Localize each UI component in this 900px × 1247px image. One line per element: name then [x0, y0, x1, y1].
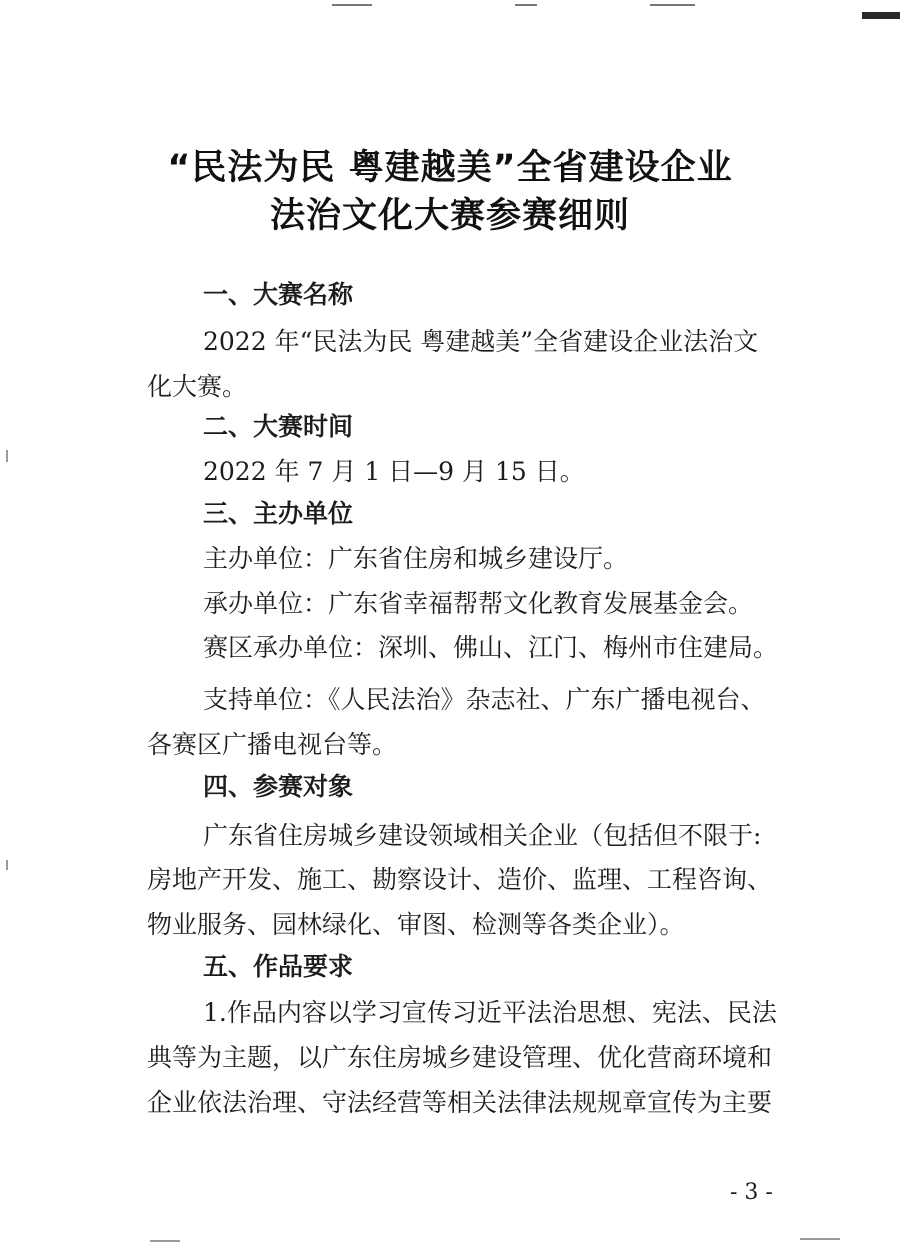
paragraph-line: 2022 年“民法为民 粤建越美”全省建设企业法治文 — [203, 327, 759, 356]
paragraph-line: 1.作品内容以学习宣传习近平法治思想、宪法、民法 — [203, 998, 777, 1027]
organizer-line: 主办单位：广东省住房和城乡建设厅。 — [203, 544, 629, 573]
section-heading-organizers: 三、主办单位 — [203, 499, 354, 528]
section-heading-name: 一、大赛名称 — [203, 280, 354, 309]
support-line: 各赛区广播电视台等。 — [147, 730, 398, 759]
paragraph-line: 2022 年 7 月 1 日—9 月 15 日。 — [203, 457, 585, 486]
division-undertaker-line: 赛区承办单位：深圳、佛山、江门、梅州市住建局。 — [203, 633, 779, 662]
scan-edge-mark — [6, 450, 8, 462]
scan-edge-mark — [332, 4, 372, 6]
paragraph-line: 典等为主题，以广东住房城乡建设管理、优化营商环境和 — [147, 1043, 773, 1072]
section-heading-requirements: 五、作品要求 — [203, 952, 354, 981]
undertaker-line: 承办单位：广东省幸福帮帮文化教育发展基金会。 — [203, 589, 754, 618]
paragraph-line: 企业依法治理、守法经营等相关法律法规规章宣传为主要 — [147, 1088, 773, 1117]
paragraph-line: 化大赛。 — [147, 372, 248, 401]
scan-edge-mark — [800, 1238, 840, 1240]
paragraph-line: 物业服务、园林绿化、审图、检测等各类企业）。 — [147, 910, 685, 939]
section-heading-participants: 四、参赛对象 — [203, 772, 354, 801]
scan-edge-mark — [150, 1240, 180, 1242]
scan-edge-mark — [6, 860, 8, 870]
document-title-line-2: 法治文化大赛参赛细则 — [269, 196, 630, 236]
paragraph-line: 广东省住房城乡建设领域相关企业（包括但不限于: — [203, 821, 762, 850]
scan-edge-mark — [862, 12, 900, 19]
scan-edge-mark — [515, 4, 537, 6]
support-line: 支持单位：《人民法治》杂志社、广东广播电视台、 — [203, 685, 766, 714]
page-number: - 3 - — [730, 1180, 773, 1205]
section-heading-time: 二、大赛时间 — [203, 412, 354, 441]
paragraph-line: 房地产开发、施工、勘察设计、造价、监理、工程咨询、 — [147, 865, 773, 894]
scan-edge-mark — [650, 4, 695, 6]
document-title-line-1: “民法为民 粤建越美”全省建设企业 — [167, 148, 733, 188]
